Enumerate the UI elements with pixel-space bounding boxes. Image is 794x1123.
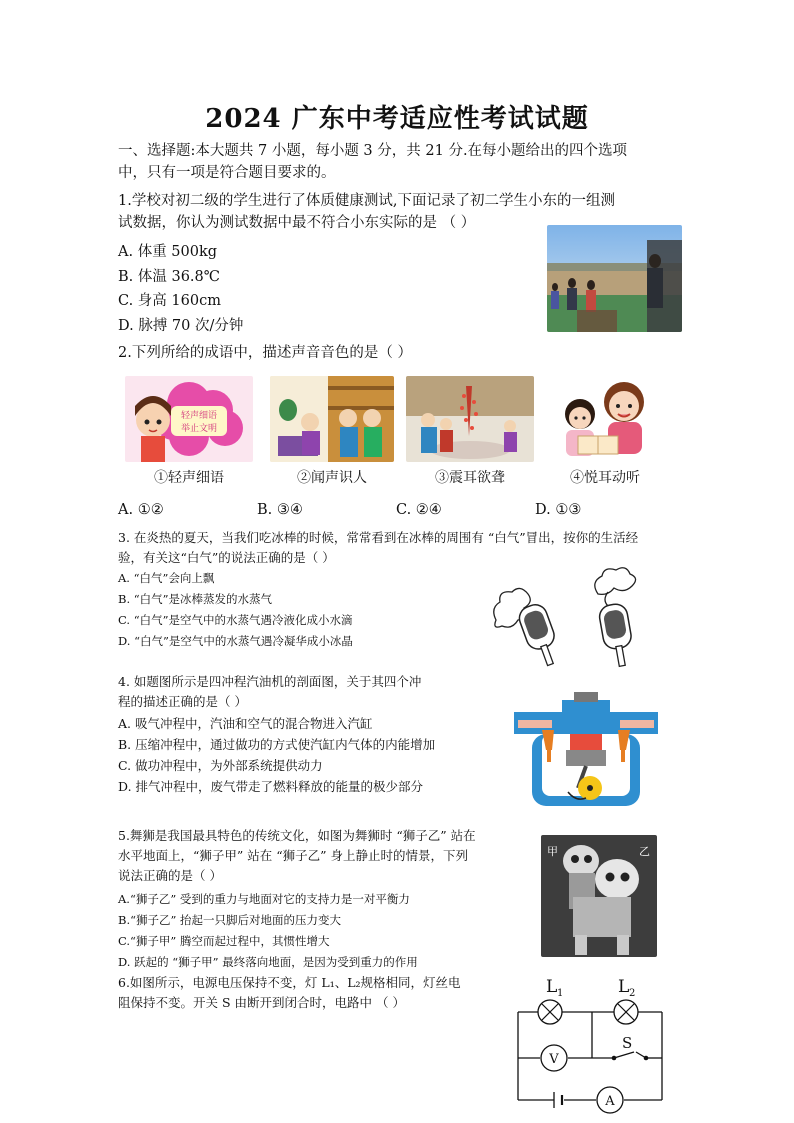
- q6-circuit-diagram: [510, 970, 670, 1118]
- question-4: [118, 672, 498, 712]
- q5-option-a: A.“狮子乙” 受到的重力与地面对它的支持力是一对平衡力: [118, 892, 410, 906]
- q5-label-yi: 乙: [639, 845, 650, 858]
- q5-stem-line: 说法正确的是（ ）: [118, 868, 222, 883]
- q3-stem-line: 3. 在炎热的夏天，当我们吃冰棒的时候，常常看到在冰棒的周围有 “白气”冒出，按你的生活经: [118, 530, 639, 545]
- q2-option-a: A. ①②: [118, 502, 164, 518]
- q1-option-a: A. 体重 500kg: [118, 244, 218, 260]
- question-5: [118, 826, 538, 886]
- q2-caption-1: ①轻声细语: [154, 470, 224, 486]
- q2-caption-4: ④悦耳动听: [570, 470, 640, 486]
- q3-options: [118, 568, 353, 652]
- q3-popsicle-figure: [490, 560, 650, 670]
- q1-option-b: B. 体温 36.8℃: [118, 268, 220, 285]
- q2-picture-4: [548, 376, 662, 462]
- q3-option-a: A. “白气”会向上飘: [118, 571, 215, 585]
- q6-ammeter-label: A: [605, 1094, 615, 1109]
- q2-picture-3: [406, 376, 534, 462]
- q5-label-jia: 甲: [547, 845, 558, 858]
- q2-caption-2: ②闻声识人: [297, 470, 367, 486]
- q2-stem: 2.下列所给的成语中，描述声音音色的是（ ）: [118, 345, 412, 361]
- q3-option-c: C. “白气”是空气中的水蒸气遇冷液化成小水滴: [118, 613, 353, 627]
- q6-label-l2: L: [618, 977, 630, 997]
- q6-voltmeter-label: V: [549, 1052, 559, 1067]
- q1-stem-line: 1.学校对初二级的学生进行了体质健康测试,下面记录了初二学生小东的一组测: [118, 193, 615, 209]
- q4-stem-line: 4. 如题图所示是四冲程汽油机的剖面图，关于其四个冲: [118, 674, 422, 689]
- q4-engine-figure: [512, 690, 660, 815]
- q1-stem-line: 试数据，你认为测试数据中最不符合小东实际的是 （ ）: [118, 215, 476, 231]
- q2-option-b: B. ③④: [257, 502, 303, 518]
- question-6: [118, 973, 518, 1013]
- q3-stem-line: 验，有关这“白气”的说法正确的是（ ）: [118, 550, 335, 565]
- q1-option-c: C. 身高 160cm: [118, 293, 221, 309]
- q2-picture-1: [125, 376, 253, 462]
- q1-option-d: D. 脉搏 70 次/分钟: [118, 317, 244, 334]
- section-intro-line: 中，只有一项是符合题目要求的。: [118, 165, 336, 181]
- q4-option-a: A. 吸气冲程中，汽油和空气的混合物进入汽缸: [118, 716, 373, 731]
- q5-option-d: D. 跃起的 “狮子甲” 最终落向地面，是因为受到重力的作用: [118, 955, 418, 969]
- q2-option-c: C. ②④: [396, 502, 442, 518]
- q3-option-d: D. “白气”是空气中的水蒸气遇冷凝华成小冰晶: [118, 634, 353, 648]
- q5-stem-line: 水平地面上，“狮子甲” 站在 “狮子乙” 身上静止时的情景，下列: [118, 848, 468, 863]
- q2-sign-text-1: 轻声细语: [180, 411, 218, 421]
- q2-caption-3: ③震耳欲聋: [435, 470, 505, 486]
- q5-options: [118, 889, 418, 973]
- q4-option-b: B. 压缩冲程中，通过做功的方式使汽缸内气体的内能增加: [118, 737, 436, 752]
- q2-picture-2: [270, 376, 394, 462]
- section-intro: [118, 140, 718, 184]
- q4-option-c: C. 做功冲程中，为外部系统提供动力: [118, 758, 323, 773]
- q6-stem-line: 阻保持不变。开关 S 由断开到闭合时，电路中 （ ）: [118, 995, 405, 1010]
- q6-label-l2-subscript: 2: [629, 988, 636, 999]
- q6-stem-line: 6.如图所示，电源电压保持不变，灯 L₁、L₂规格相同，灯丝电: [118, 975, 461, 990]
- q4-option-d: D. 排气冲程中，废气带走了燃料释放的能量的极少部分: [118, 779, 424, 794]
- q6-label-l1: L: [546, 977, 558, 997]
- q1-options: [118, 240, 243, 338]
- page-title: 2024 广东中考适应性考试试题: [205, 104, 589, 134]
- q6-label-switch: S: [622, 1034, 633, 1052]
- section-intro-line: 一、选择题:本大题共 7 小题，每小题 3 分，共 21 分.在每小题给出的四个选项: [118, 143, 628, 159]
- q3-option-b: B. “白气”是冰棒蒸发的水蒸气: [118, 592, 273, 606]
- q5-option-b: B.“狮子乙” 抬起一只脚后对地面的压力变大: [118, 913, 342, 927]
- q2-option-d: D. ①③: [535, 502, 582, 518]
- q1-fitness-test-photo: [547, 225, 682, 332]
- q5-stem-line: 5.舞狮是我国最具特色的传统文化，如图为舞狮时 “狮子乙” 站在: [118, 828, 476, 843]
- q5-option-c: C.“狮子甲” 腾空而起过程中，其惯性增大: [118, 934, 330, 948]
- q5-lion-dance-photo: [541, 835, 657, 957]
- q6-label-l1-subscript: 1: [557, 988, 564, 999]
- q2-sign-text-2: 举止文明: [180, 424, 218, 434]
- q4-options: [118, 713, 435, 797]
- q4-stem-line: 程的描述正确的是（ ）: [118, 694, 247, 709]
